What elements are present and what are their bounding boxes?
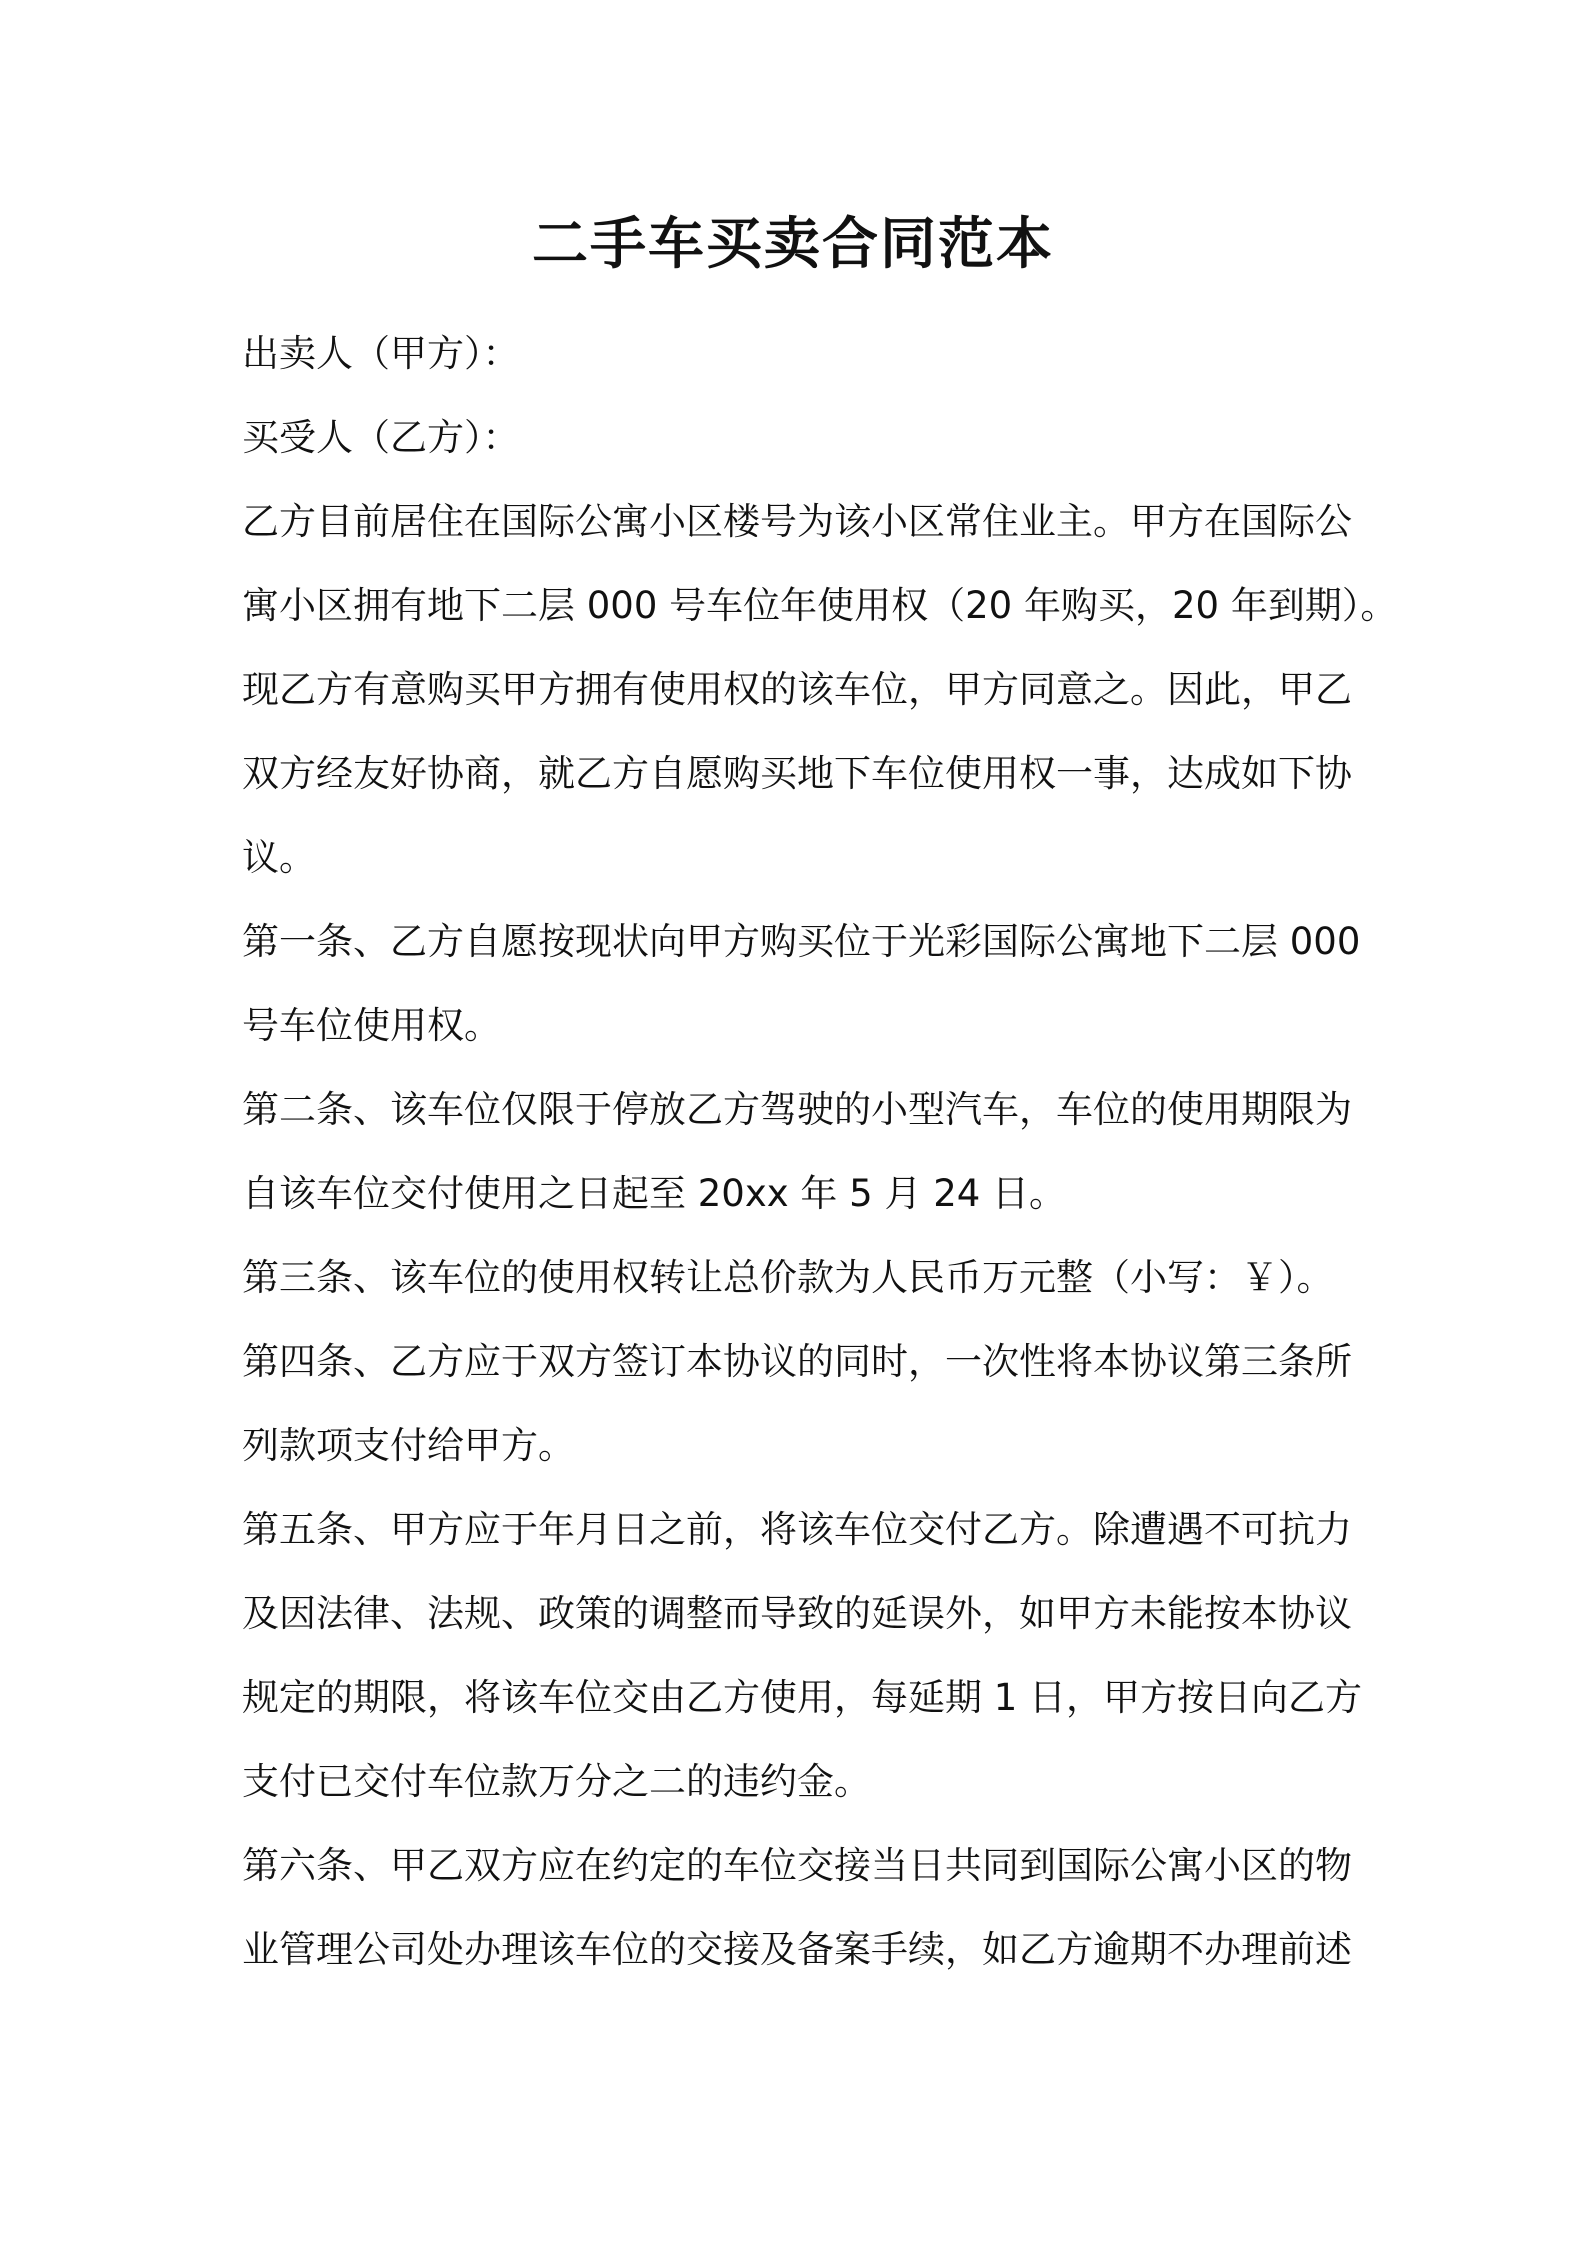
body-line: 号车位使用权。 xyxy=(242,1004,501,1047)
body-line: 双方经友好协商，就乙方自愿购买地下车位使用权一事，达成如下协 xyxy=(242,752,1352,795)
body-line: 第二条、该车位仅限于停放乙方驾驶的小型汽车，车位的使用期限为 xyxy=(242,1088,1352,1131)
body-line: 第一条、乙方自愿按现状向甲方购买位于光彩国际公寓地下二层 000 xyxy=(242,920,1361,963)
body-line: 规定的期限，将该车位交由乙方使用，每延期 1 日，甲方按日向乙方 xyxy=(242,1676,1363,1719)
body-line: 买受人（乙方）： xyxy=(242,416,520,459)
body-line: 及因法律、法规、政策的调整而导致的延误外，如甲方未能按本协议 xyxy=(242,1592,1352,1635)
body-line: 支付已交付车位款万分之二的违约金。 xyxy=(242,1760,871,1803)
body-line: 列款项支付给甲方。 xyxy=(242,1424,575,1467)
body-line: 寓小区拥有地下二层 000 号车位年使用权（20 年购买，20 年到期）。 xyxy=(242,584,1398,627)
body-line: 自该车位交付使用之日起至 20xx 年 5 月 24 日。 xyxy=(242,1172,1067,1215)
body-line: 第三条、该车位的使用权转让总价款为人民币万元整（小写：￥）。 xyxy=(242,1256,1334,1299)
body-line: 乙方目前居住在国际公寓小区楼号为该小区常住业主。甲方在国际公 xyxy=(242,500,1352,543)
body-line: 议。 xyxy=(242,836,316,879)
body-line: 第六条、甲乙双方应在约定的车位交接当日共同到国际公寓小区的物 xyxy=(242,1844,1352,1887)
body-line: 第五条、甲方应于年月日之前，将该车位交付乙方。除遭遇不可抗力 xyxy=(242,1508,1352,1551)
document-body xyxy=(242,312,1398,1992)
body-line: 现乙方有意购买甲方拥有使用权的该车位，甲方同意之。因此，甲乙 xyxy=(242,668,1352,711)
body-line: 第四条、乙方应于双方签订本协议的同时，一次性将本协议第三条所 xyxy=(242,1340,1352,1383)
body-line: 业管理公司处办理该车位的交接及备案手续，如乙方逾期不办理前述 xyxy=(242,1928,1352,1971)
body-line: 出卖人（甲方）： xyxy=(242,332,520,375)
document-title: 二手车买卖合同范本 xyxy=(532,212,1054,277)
